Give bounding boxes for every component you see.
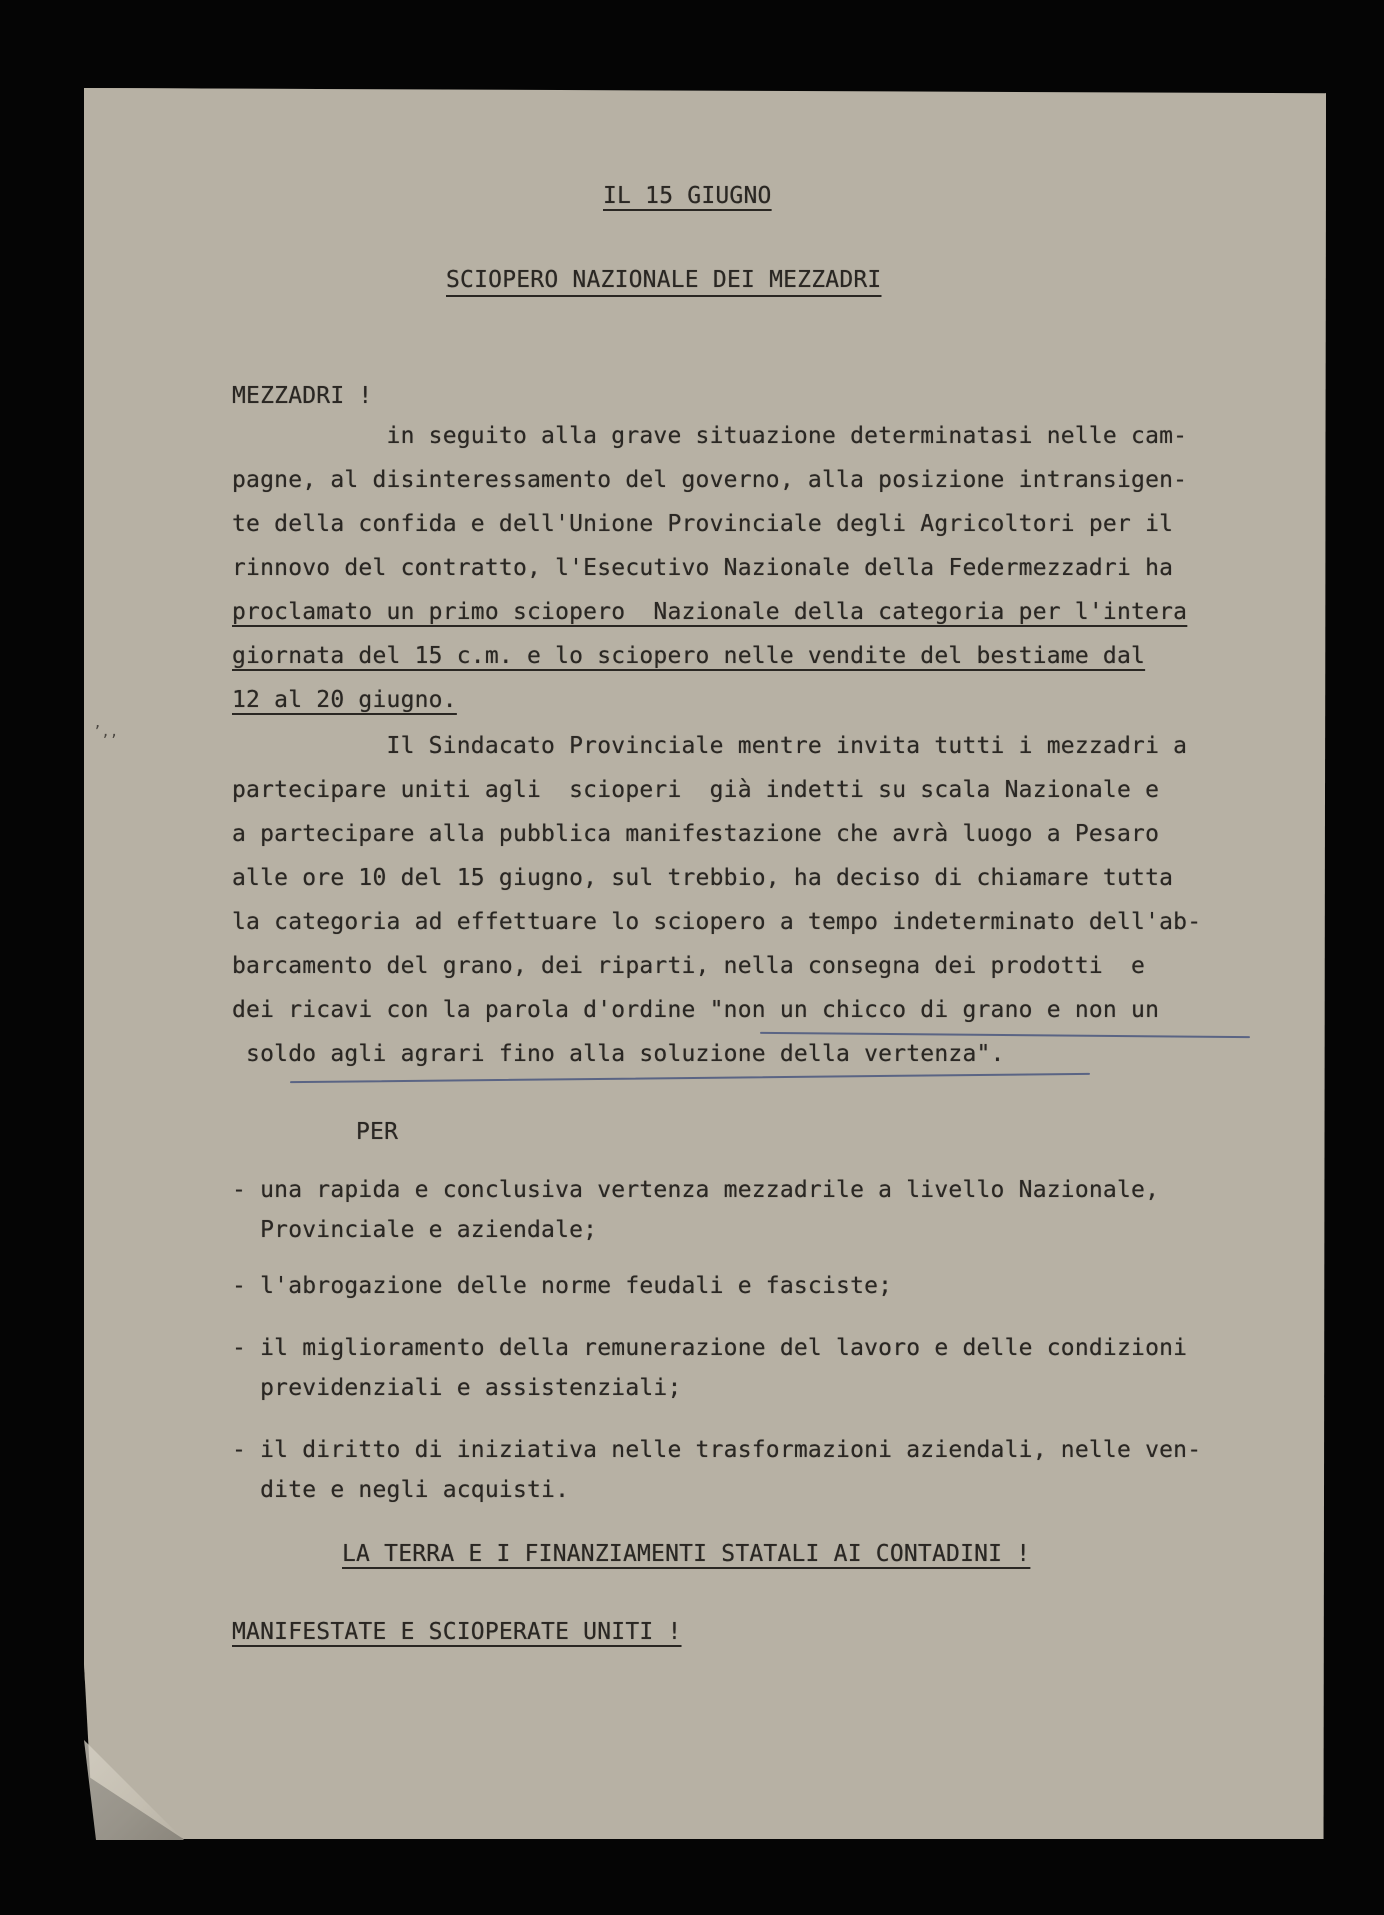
paragraph2-line: Il Sindacato Provinciale mentre invita tutti i mezzadri a (232, 733, 1188, 759)
paragraph2-line: dei ricavi con la parola d'ordine "non un chicco di grano e non un (232, 997, 1160, 1023)
bullet-line: previdenziali e assistenziali; (232, 1375, 682, 1401)
paragraph2-line: partecipare uniti agli scioperi già indetti su scala Nazionale e (232, 777, 1160, 803)
salutation: MEZZADRI ! (232, 383, 373, 409)
paragraph2-line: alle ore 10 del 15 giugno, sul trebbio, ha deciso di chiamare tutta (232, 865, 1174, 891)
paragraph2-line: soldo agli agrari fino alla soluzione della vertenza". (232, 1041, 1005, 1067)
paragraph1-line: in seguito alla grave situazione determinatasi nelle cam- (232, 423, 1188, 449)
per-label: PER (356, 1119, 399, 1145)
closing-call: MANIFESTATE E SCIOPERATE UNITI ! (232, 1619, 682, 1645)
document-subtitle: SCIOPERO NAZIONALE DEI MEZZADRI (446, 267, 882, 293)
paragraph2-line: la categoria ad effettuare lo sciopero a tempo indeterminato dell'ab- (232, 909, 1202, 935)
paragraph1-line: rinnovo del contratto, l'Esecutivo Nazionale della Federmezzadri ha (232, 555, 1174, 581)
bullet-line: Provinciale e aziendale; (232, 1217, 598, 1243)
paragraph1-line: te della confida e dell'Unione Provinciale degli Agricoltori per il (232, 511, 1174, 537)
bullet-line: - il miglioramento della remunerazione del lavoro e delle condizioni (232, 1335, 1188, 1361)
document-title: IL 15 GIUGNO (603, 183, 772, 209)
paragraph1-line: proclamato un primo sciopero Nazionale della categoria per l'intera (232, 599, 1188, 625)
bullet-line: dite e negli acquisti. (232, 1477, 570, 1503)
paragraph2-line: barcamento del grano, dei riparti, nella consegna dei prodotti e (232, 953, 1146, 979)
bullet-line: - una rapida e conclusiva vertenza mezzadrile a livello Nazionale, (232, 1177, 1160, 1203)
paragraph1-line: giornata del 15 c.m. e lo sciopero nelle vendite del bestiame dal (232, 643, 1146, 669)
margin-mark: ’,, (93, 724, 119, 740)
paragraph1-line: 12 al 20 giugno. (232, 687, 457, 713)
closing-slogan: LA TERRA E I FINANZIAMENTI STATALI AI CONTADINI ! (342, 1541, 1031, 1567)
paragraph2-line: a partecipare alla pubblica manifestazione che avrà luogo a Pesaro (232, 821, 1160, 847)
bullet-line: - il diritto di iniziativa nelle trasformazioni aziendali, nelle ven- (232, 1437, 1202, 1463)
paragraph1-line: pagne, al disinteressamento del governo, alla posizione intransigen- (232, 467, 1188, 493)
bullet-line: - l'abrogazione delle norme feudali e fasciste; (232, 1273, 893, 1299)
